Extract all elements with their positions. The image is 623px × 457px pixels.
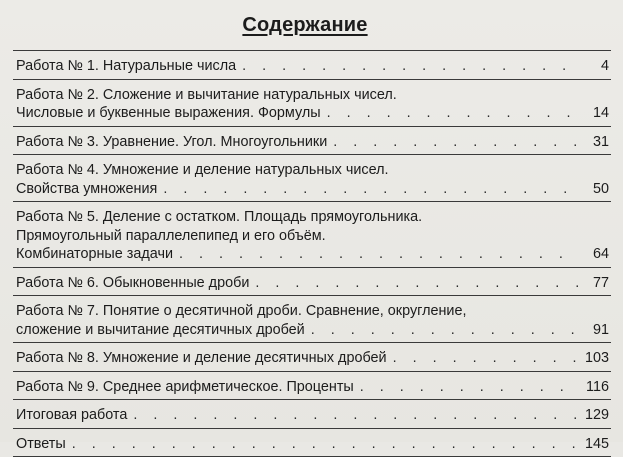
toc-entry-last-line bbox=[16, 180, 611, 199]
toc-entry[interactable] bbox=[13, 429, 611, 457]
dot-leader bbox=[311, 321, 579, 340]
page-number: 31 bbox=[583, 133, 611, 152]
toc-entry-line: Работа № 6. Обыкновенные дроби bbox=[16, 274, 249, 293]
toc-entry-line: Свойства умножения bbox=[16, 180, 157, 199]
page-number: 103 bbox=[583, 349, 611, 368]
toc-entry-line: Работа № 7. Понятие о десятичной дроби. Сравнение, округление, bbox=[16, 302, 611, 321]
toc-entry[interactable] bbox=[13, 127, 611, 156]
toc-entry[interactable] bbox=[13, 155, 611, 202]
page-number: 145 bbox=[583, 435, 611, 454]
toc-entry[interactable] bbox=[13, 296, 611, 343]
dot-leader bbox=[333, 133, 579, 152]
toc-entry-line: Итоговая работа bbox=[16, 406, 127, 425]
page-number: 91 bbox=[583, 321, 611, 340]
page-number: 116 bbox=[583, 378, 611, 397]
table-of-contents bbox=[13, 50, 611, 457]
dot-leader bbox=[179, 245, 579, 264]
toc-entry-last-line bbox=[16, 406, 611, 425]
toc-entry[interactable] bbox=[13, 343, 611, 372]
page-number: 50 bbox=[583, 180, 611, 199]
page-number: 77 bbox=[583, 274, 611, 293]
toc-entry-last-line bbox=[16, 133, 611, 152]
toc-entry-line: сложение и вычитание десятичных дробей bbox=[16, 321, 305, 340]
toc-entry-last-line bbox=[16, 321, 611, 340]
dot-leader bbox=[255, 274, 579, 293]
toc-entry[interactable] bbox=[13, 51, 611, 80]
toc-entry-line: Комбинаторные задачи bbox=[16, 245, 173, 264]
toc-entry[interactable] bbox=[13, 202, 611, 268]
dot-leader bbox=[133, 406, 579, 425]
toc-entry[interactable] bbox=[13, 80, 611, 127]
dot-leader bbox=[72, 435, 579, 454]
toc-entry-line: Работа № 9. Среднее арифметическое. Проценты bbox=[16, 378, 354, 397]
page-number: 4 bbox=[583, 57, 611, 76]
toc-entry[interactable] bbox=[13, 372, 611, 401]
toc-entry-last-line bbox=[16, 274, 611, 293]
dot-leader bbox=[327, 104, 579, 123]
toc-entry-line: Работа № 8. Умножение и деление десятичных дробей bbox=[16, 349, 387, 368]
page-number: 129 bbox=[583, 406, 611, 425]
toc-entry-line: Ответы bbox=[16, 435, 66, 454]
dot-leader bbox=[242, 57, 579, 76]
toc-entry-last-line bbox=[16, 245, 611, 264]
toc-entry-last-line bbox=[16, 378, 611, 397]
toc-entry-last-line bbox=[16, 435, 611, 454]
dot-leader bbox=[393, 349, 579, 368]
toc-entry[interactable] bbox=[13, 400, 611, 429]
toc-entry-line: Работа № 1. Натуральные числа bbox=[16, 57, 236, 76]
page-number: 64 bbox=[583, 245, 611, 264]
dot-leader bbox=[360, 378, 579, 397]
toc-entry-line: Работа № 3. Уравнение. Угол. Многоугольники bbox=[16, 133, 327, 152]
toc-entry-line: Прямоугольный параллелепипед и его объём. bbox=[16, 227, 611, 246]
page-title: Содержание bbox=[0, 14, 610, 37]
toc-entry-last-line bbox=[16, 349, 611, 368]
dot-leader bbox=[163, 180, 579, 199]
toc-entry-line: Работа № 5. Деление с остатком. Площадь прямоугольника. bbox=[16, 208, 611, 227]
toc-entry[interactable] bbox=[13, 268, 611, 297]
toc-entry-line: Работа № 2. Сложение и вычитание натуральных чисел. bbox=[16, 86, 611, 105]
toc-entry-line: Работа № 4. Умножение и деление натуральных чисел. bbox=[16, 161, 611, 180]
toc-entry-line: Числовые и буквенные выражения. Формулы bbox=[16, 104, 321, 123]
toc-entry-last-line bbox=[16, 104, 611, 123]
toc-entry-last-line bbox=[16, 57, 611, 76]
page-number: 14 bbox=[583, 104, 611, 123]
